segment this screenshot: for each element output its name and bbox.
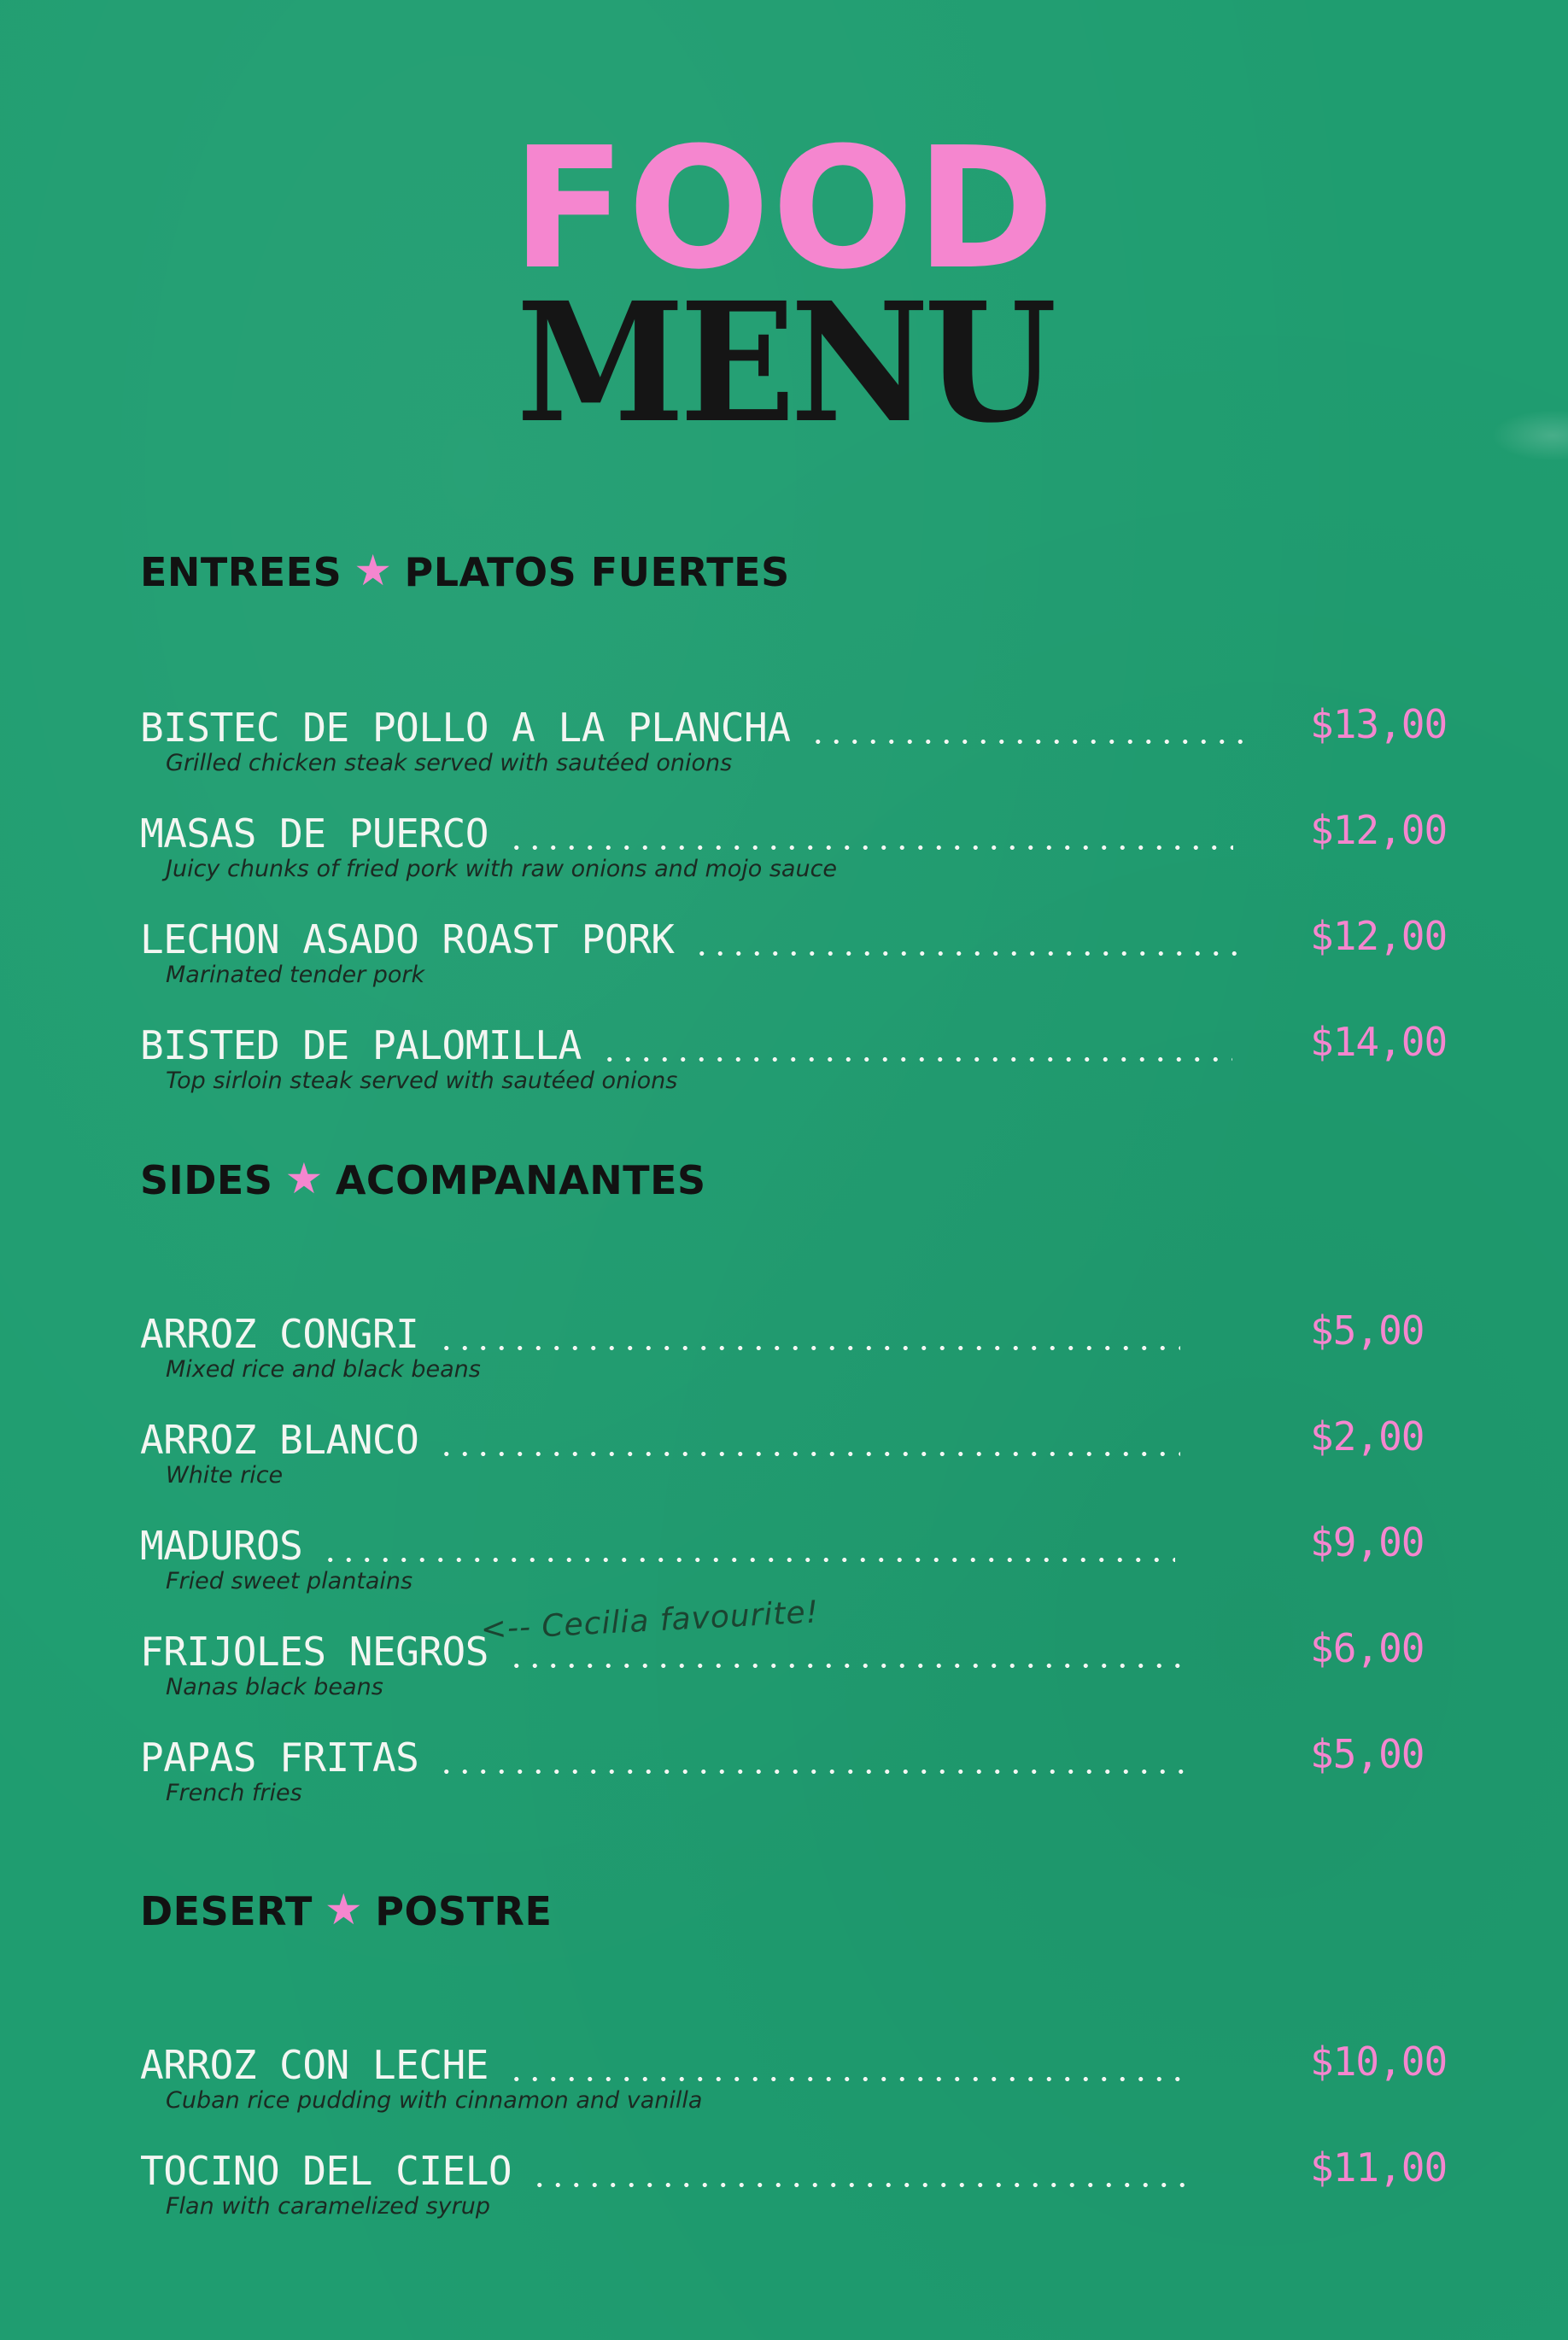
section-heading	[140, 1155, 1455, 1206]
item-description: French fries	[166, 1780, 302, 1806]
item-description: Flan with caramelized syrup	[166, 2193, 490, 2220]
dot-leader	[437, 1416, 1180, 1464]
section-sides	[140, 1155, 1455, 1836]
section-heading	[140, 1886, 1455, 1937]
menu-item	[140, 1730, 1455, 1836]
item-price: $2,00	[1310, 1413, 1425, 1460]
item-price: $14,00	[1310, 1019, 1448, 1065]
menu-item	[140, 2144, 1455, 2249]
section-heading	[140, 547, 1455, 598]
item-price: $13,00	[1310, 701, 1448, 747]
item-price: $5,00	[1310, 1307, 1425, 1354]
section-heading-right: PLATOS FUERTES	[404, 549, 790, 595]
title-food: FOOD	[512, 112, 1056, 307]
menu-item	[140, 1307, 1455, 1413]
item-description: White rice	[166, 1462, 284, 1489]
dot-leader	[600, 1021, 1232, 1069]
item-price: $5,00	[1310, 1731, 1425, 1777]
item-name: MADUROS	[140, 1523, 303, 1569]
item-description: Juicy chunks of fried pork with raw onions and mojo sauce	[166, 856, 838, 882]
item-name: BISTED DE PALOMILLA	[140, 1022, 582, 1068]
section-desert	[140, 1886, 1455, 2249]
section-heading-left: SIDES	[140, 1157, 273, 1203]
item-description: Marinated tender pork	[166, 962, 425, 988]
menu-item	[140, 806, 1455, 912]
dot-leader	[507, 810, 1233, 857]
section-heading-right: POSTRE	[375, 1888, 553, 1934]
section-heading-left: ENTREES	[140, 549, 342, 595]
item-description: Top sirloin steak served with sautéed onions	[166, 1068, 678, 1094]
item-price: $10,00	[1310, 2039, 1448, 2085]
item-name: PAPAS FRITAS	[140, 1735, 419, 1781]
handwritten-note: <-- Cecilia favourite!	[479, 1594, 821, 1647]
title-menu: MENU	[516, 266, 1052, 459]
item-description: Cuban rice pudding with cinnamon and vanilla	[166, 2087, 703, 2114]
item-name: ARROZ CON LECHE	[140, 2042, 489, 2088]
item-name: FRIJOLES NEGROS	[140, 1629, 489, 1675]
item-description: Fried sweet plantains	[166, 1568, 413, 1594]
menu-item	[140, 700, 1455, 806]
section-heading-left: DESERT	[140, 1888, 313, 1934]
item-price: $12,00	[1310, 913, 1448, 959]
item-name: ARROZ CONGRI	[140, 1311, 419, 1357]
item-price: $12,00	[1310, 807, 1448, 853]
item-name: LECHON ASADO ROAST PORK	[140, 916, 675, 962]
item-description: Grilled chicken steak served with sautéed onions	[166, 750, 733, 776]
menu-item	[140, 912, 1455, 1018]
item-description: Mixed rice and black beans	[166, 1356, 481, 1383]
dot-leader	[507, 2041, 1191, 2089]
dot-leader	[809, 704, 1253, 752]
item-price: $11,00	[1310, 2144, 1448, 2191]
item-price: $9,00	[1310, 1519, 1425, 1565]
menu-item	[140, 1594, 1455, 1730]
dot-leader	[530, 2147, 1196, 2195]
menu-item	[140, 2038, 1455, 2144]
menu-item	[140, 1018, 1455, 1124]
dot-leader	[437, 1734, 1189, 1781]
item-name: BISTEC DE POLLO A LA PLANCHA	[140, 705, 791, 751]
item-price: $6,00	[1310, 1625, 1425, 1671]
star-icon: ★	[284, 1154, 324, 1203]
dot-leader	[693, 916, 1239, 963]
section-entrees	[140, 547, 1455, 1124]
menu-item	[140, 1413, 1455, 1518]
item-name: MASAS DE PUERCO	[140, 810, 489, 857]
dot-leader	[321, 1522, 1175, 1570]
star-icon: ★	[354, 546, 393, 595]
dot-leader	[437, 1310, 1180, 1358]
item-description: Nanas black beans	[166, 1674, 383, 1700]
star-icon: ★	[324, 1885, 364, 1934]
item-name: TOCINO DEL CIELO	[140, 2148, 512, 2194]
menu-title	[0, 112, 1568, 459]
section-heading-right: ACOMPANANTES	[335, 1157, 706, 1203]
item-name: ARROZ BLANCO	[140, 1417, 419, 1463]
